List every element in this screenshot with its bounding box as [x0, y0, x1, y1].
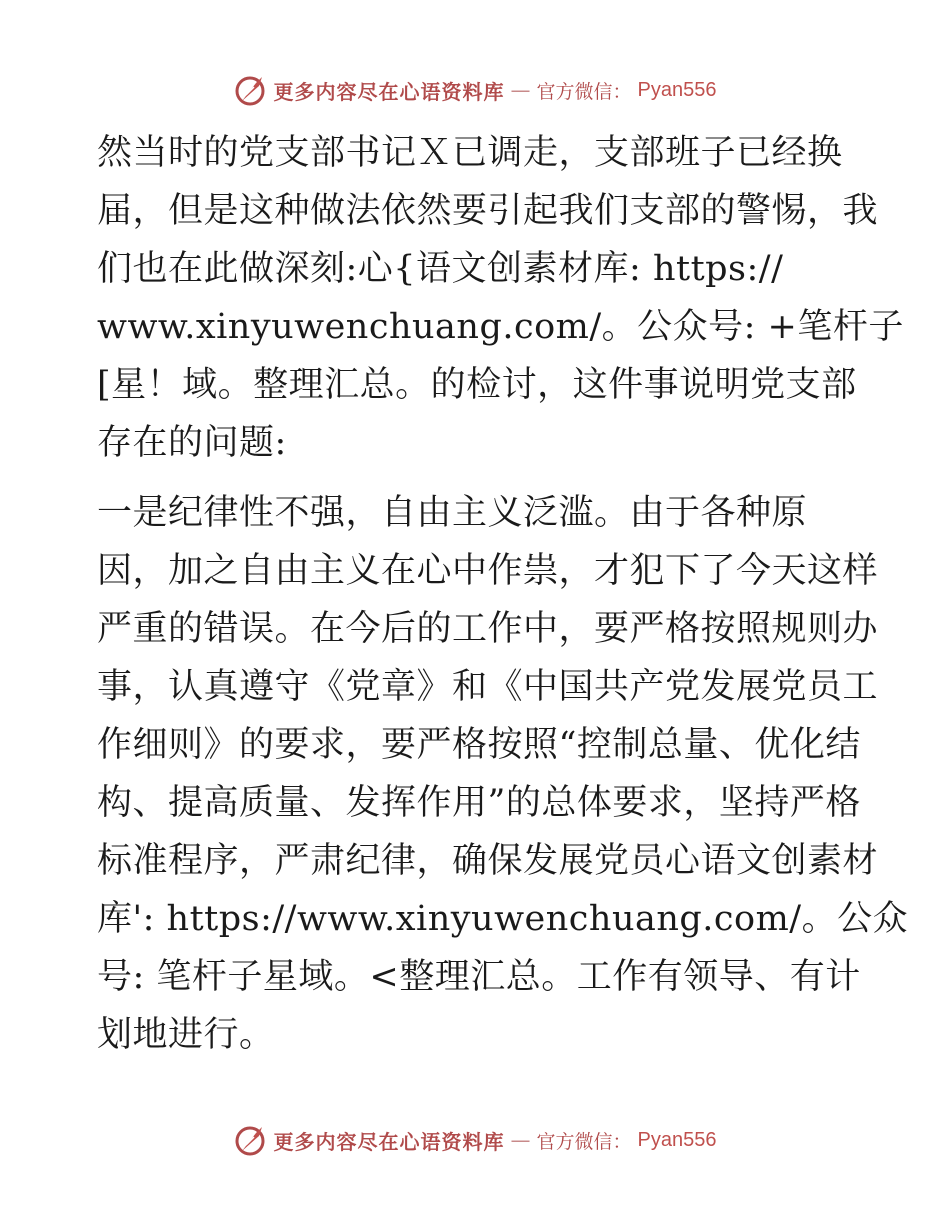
paragraph-gap	[97, 472, 857, 484]
text-line: 作细则》的要求，要严格按照“控制总量、优化结	[97, 725, 861, 765]
text-line: 构、提高质量、发挥作用”的总体要求，坚持严格	[97, 783, 861, 823]
footer-separator: —	[510, 1128, 531, 1152]
text-line: 存在的问题:	[97, 423, 287, 463]
footer-wechat-label: 官方微信：	[536, 1130, 632, 1153]
text-line: 届，但是这种做法依然要引起我们支部的警惕，我	[97, 191, 879, 231]
text-line: www.xinyuwenchuang.com/。公众号: +笔杆子	[97, 307, 904, 347]
footer-title: 更多内容尽在心语资料库	[273, 1129, 505, 1154]
text-line: 严重的错误。在今后的工作中，要严格按照规则办	[97, 609, 879, 649]
quill-logo-icon	[234, 73, 268, 107]
header-banner	[0, 70, 950, 110]
text-line: 一是纪律性不强，自由主义泛滥。由于各种原	[97, 493, 808, 533]
header-wechat-label: 官方微信：	[536, 80, 632, 103]
header-separator: —	[510, 78, 531, 102]
paragraph	[97, 124, 904, 472]
text-line: 然当时的党支部书记Ｘ已调走，支部班子已经换	[97, 133, 843, 173]
paragraph	[97, 484, 909, 1064]
footer-banner	[0, 1120, 950, 1160]
header-title: 更多内容尽在心语资料库	[273, 79, 505, 104]
text-line: 们也在此做深刻:心{语文创素材库: https://	[97, 249, 784, 289]
header-wechat-id: Pyan556	[637, 78, 717, 101]
text-line: 划地进行。	[97, 1015, 275, 1055]
text-line: 因，加之自由主义在心中作祟，才犯下了今天这样	[97, 551, 879, 591]
text-line: [星！域。整理汇总。的检讨，这件事说明党支部	[97, 365, 857, 405]
document-body	[97, 124, 909, 1064]
text-line: 标准程序，严肃纪律，确保发展党员心语文创素材	[97, 841, 879, 881]
text-line: 事，认真遵守《党章》和《中国共产党发展党员工	[97, 667, 879, 707]
footer-wechat-id: Pyan556	[637, 1128, 717, 1151]
text-line: 库': https://www.xinyuwenchuang.com/。公众	[97, 899, 909, 939]
quill-logo-icon	[234, 1123, 268, 1157]
text-line: 号: 笔杆子星域。<整理汇总。工作有领导、有计	[97, 957, 861, 997]
